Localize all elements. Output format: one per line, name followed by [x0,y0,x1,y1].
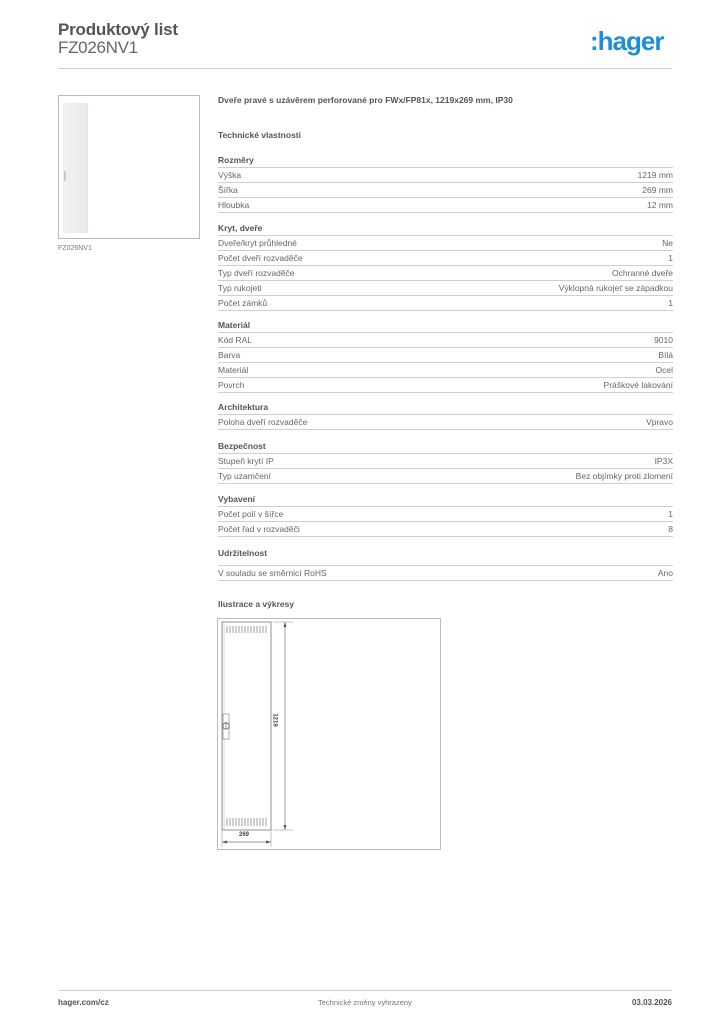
row-value: 1 [668,298,673,308]
footer-divider [58,990,672,991]
table-row [218,251,673,266]
row-label: Hloubka [218,200,250,210]
row-label: Počet polí v šířce [218,509,284,519]
document-title: Produktový list [58,20,178,39]
row-label: Materiál [218,365,249,375]
section-title: Rozměry [218,153,673,168]
product-code: FZ026NV1 [58,38,138,57]
row-value: 8 [668,524,673,534]
product-description: Dveře pravé s uzávěrem perforované pro FWx/FP81x, 1219x269 mm, IP30 [218,95,513,105]
table-row [218,296,673,311]
door-handle-icon [64,171,66,181]
row-label: Poloha dveří rozvaděče [218,417,308,427]
row-value: Ochranné dveře [612,268,673,278]
row-label: Výška [218,170,242,180]
hager-logo [590,26,663,57]
row-value: Ano [657,568,673,578]
table-row [218,348,673,363]
row-label: Povrch [218,380,245,390]
header-divider [58,68,672,69]
section-safety [218,439,673,484]
row-value: Práškové lakování [603,380,673,390]
row-value: Vpravo [646,417,673,427]
row-label: Počet řad v rozvaděči [218,524,300,534]
row-label: Typ uzamčení [218,471,271,481]
row-value: Výklopná rukojeť se západkou [558,283,673,293]
footer-date: 03.03.2026 [631,998,672,1007]
height-dimension-label: 1219 [271,713,278,727]
table-row [218,469,673,484]
row-value: Bílá [658,350,673,360]
row-label: V souladu se směrnicí RoHS [218,568,327,578]
row-value: IP3X [654,456,673,466]
row-label: Šířka [218,185,238,195]
technical-properties-title: Technické vlastnosti [218,130,301,140]
row-label: Počet dveří rozvaděče [218,253,303,263]
row-label: Typ rukojeti [218,283,262,293]
row-label: Stupeň krytí IP [218,456,274,466]
section-title: Kryt, dveře [218,221,673,236]
table-row [218,378,673,393]
table-row [218,454,673,469]
section-title: Architektura [218,400,673,415]
illustrations-title: Ilustrace a výkresy [218,599,295,609]
table-row [218,183,673,198]
door-picture [63,103,88,233]
table-row [218,415,673,430]
table-row [218,333,673,348]
row-value: Ne [662,238,673,248]
row-value: Ocel [655,365,673,375]
section-cover-door [218,221,673,311]
table-row [218,236,673,251]
footer-note: Technické změny vyhrazeny [318,998,412,1007]
table-row [218,168,673,183]
row-value: Bez objímky proti zlomení [575,471,673,481]
row-value: 1219 mm [637,170,673,180]
section-title: Materiál [218,318,673,333]
section-equipment [218,492,673,537]
product-image [58,95,200,239]
row-label: Barva [218,350,241,360]
logo-text: hager [597,26,664,56]
product-image-caption: FZ026NV1 [58,245,92,252]
table-row [218,566,673,581]
table-row [218,363,673,378]
section-sustainability [218,546,673,581]
row-value: 9010 [654,335,673,345]
footer-website-link[interactable]: hager.com/cz [58,998,109,1007]
row-value: 269 mm [642,185,673,195]
section-title: Udržitelnost [218,546,673,566]
row-value: 1 [668,509,673,519]
table-row [218,281,673,296]
section-architecture [218,400,673,430]
technical-drawing [217,618,441,850]
row-label: Dveře/kryt průhledné [218,238,297,248]
table-row [218,266,673,281]
table-row [218,507,673,522]
table-row [218,522,673,537]
row-label: Počet zámků [218,298,268,308]
row-label: Kód RAL [218,335,253,345]
width-dimension-label: 269 [239,832,250,838]
row-value: 12 mm [647,200,673,210]
section-dimensions [218,153,673,213]
section-material [218,318,673,393]
section-title: Bezpečnost [218,439,673,454]
logo-colon: : [590,26,598,56]
section-title: Vybavení [218,492,673,507]
door-drawing-svg [218,619,440,849]
table-row [218,198,673,213]
row-value: 1 [668,253,673,263]
row-label: Typ dveří rozvaděče [218,268,295,278]
